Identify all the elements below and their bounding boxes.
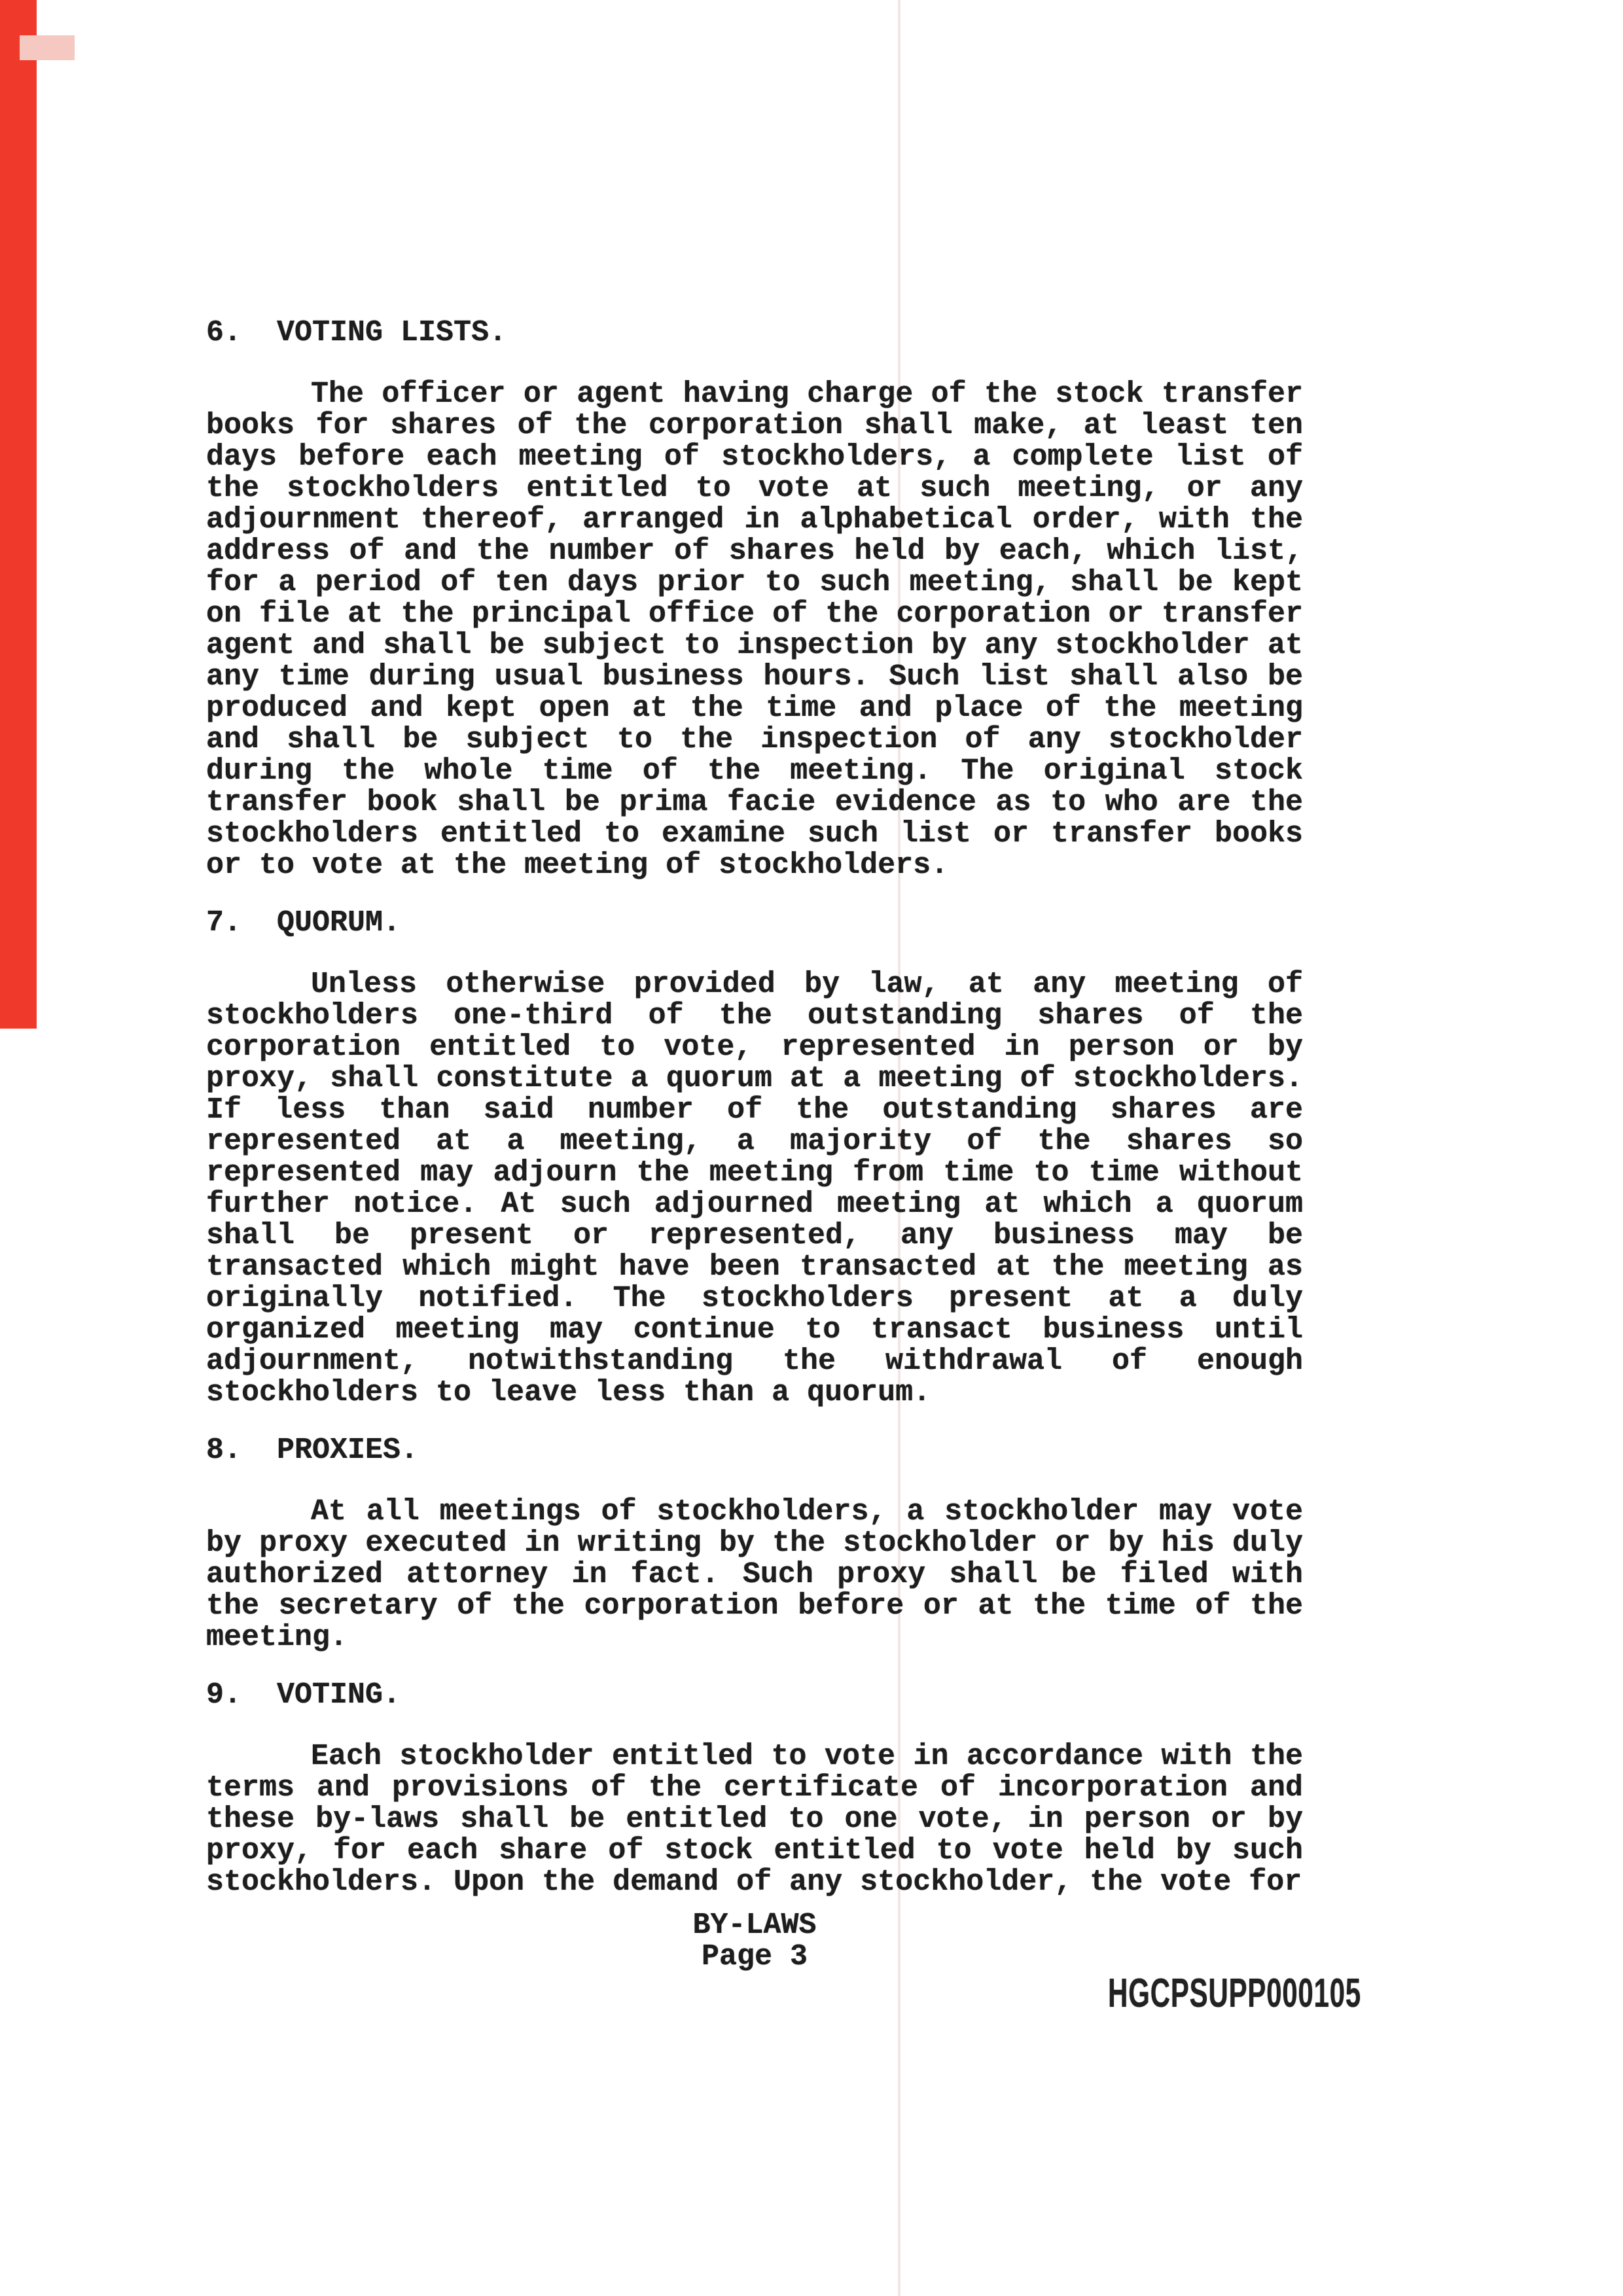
text-line: represented may adjourn the meeting from time to time without [206,1156,1303,1190]
text-line: stockholders to leave less than a quorum. [206,1376,931,1409]
section-heading-proxies: 8. PROXIES. [206,1434,419,1467]
paragraph-voting [206,1741,1303,1898]
text-line: during the whole time of the meeting. The original stock [206,754,1303,788]
text-line: Unless otherwise provided by law, at any meeting of [311,968,1303,1001]
scanner-edge-strip-light [20,35,75,60]
text-line: the stockholders entitled to vote at such meeting, or any [206,472,1303,505]
text-line: shall be present or represented, any business may be [206,1219,1303,1252]
bates-number-stamp: HGCPSUPP000105 [1108,1971,1361,2016]
text-line: for a period of ten days prior to such meeting, shall be kept [206,566,1303,599]
paragraph-proxies [206,1496,1303,1653]
footer-document-title: BY-LAWS [692,1909,817,1942]
text-line: books for shares of the corporation shall make, at least ten [206,409,1303,442]
text-line: or to vote at the meeting of stockholders. [206,849,949,882]
text-line: At all meetings of stockholders, a stockholder may vote [311,1495,1303,1528]
text-line: corporation entitled to vote, represented in person or by [206,1031,1303,1064]
footer-page-number: Page 3 [701,1940,808,1973]
text-line: authorized attorney in fact. Such proxy shall be filed with [206,1558,1303,1591]
text-line: adjournment thereof, arranged in alphabetical order, with the [206,503,1303,537]
text-line: adjournment, notwithstanding the withdrawal of enough [206,1345,1303,1378]
text-line: stockholders one-third of the outstanding shares of the [206,999,1303,1033]
text-line: The officer or agent having charge of the stock transfer [311,378,1303,411]
scanner-edge-strip [0,0,37,1029]
text-line: any time during usual business hours. Such list shall also be [206,660,1303,694]
section-heading-voting: 9. VOTING. [206,1678,401,1712]
section-heading-quorum: 7. QUORUM. [206,906,401,940]
text-line: originally notified. The stockholders present at a duly [206,1282,1303,1315]
text-line: proxy, for each share of stock entitled to vote held by such [206,1834,1303,1867]
text-line: If less than said number of the outstanding shares are [206,1093,1303,1127]
text-line: represented at a meeting, a majority of the shares so [206,1125,1303,1158]
document-body [206,317,1303,1973]
text-line: stockholders. Upon the demand of any stockholder, the vote for [206,1865,1302,1899]
text-line: on file at the principal office of the corporation or transfer [206,597,1303,631]
text-line: days before each meeting of stockholders, a complete list of [206,440,1303,474]
text-line: proxy, shall constitute a quorum at a meeting of stockholders. [206,1062,1303,1095]
text-line: Each stockholder entitled to vote in accordance with the [311,1740,1303,1773]
text-line: stockholders entitled to examine such list or transfer books [206,817,1303,851]
text-line: the secretary of the corporation before or at the time of the [206,1589,1303,1623]
paragraph-quorum [206,969,1303,1409]
section-heading-voting-lists: 6. VOTING LISTS. [206,316,507,349]
page-footer [206,1910,1303,1973]
text-line: transacted which might have been transacted at the meeting as [206,1250,1303,1284]
text-line: by proxy executed in writing by the stockholder or by his duly [206,1527,1303,1560]
text-line: and shall be subject to the inspection of any stockholder [206,723,1303,756]
text-line: organized meeting may continue to transact business until [206,1313,1303,1347]
text-line: address of and the number of shares held by each, which list, [206,535,1303,568]
text-line: produced and kept open at the time and place of the meeting [206,692,1303,725]
text-line: transfer book shall be prima facie evidence as to who are the [206,786,1303,819]
text-line: terms and provisions of the certificate of incorporation and [206,1771,1303,1805]
text-line: meeting. [206,1621,348,1654]
paragraph-voting-lists [206,379,1303,881]
text-line: agent and shall be subject to inspection by any stockholder at [206,629,1303,662]
text-line: further notice. At such adjourned meeting at which a quorum [206,1188,1303,1221]
text-line: these by-laws shall be entitled to one vote, in person or by [206,1803,1303,1836]
